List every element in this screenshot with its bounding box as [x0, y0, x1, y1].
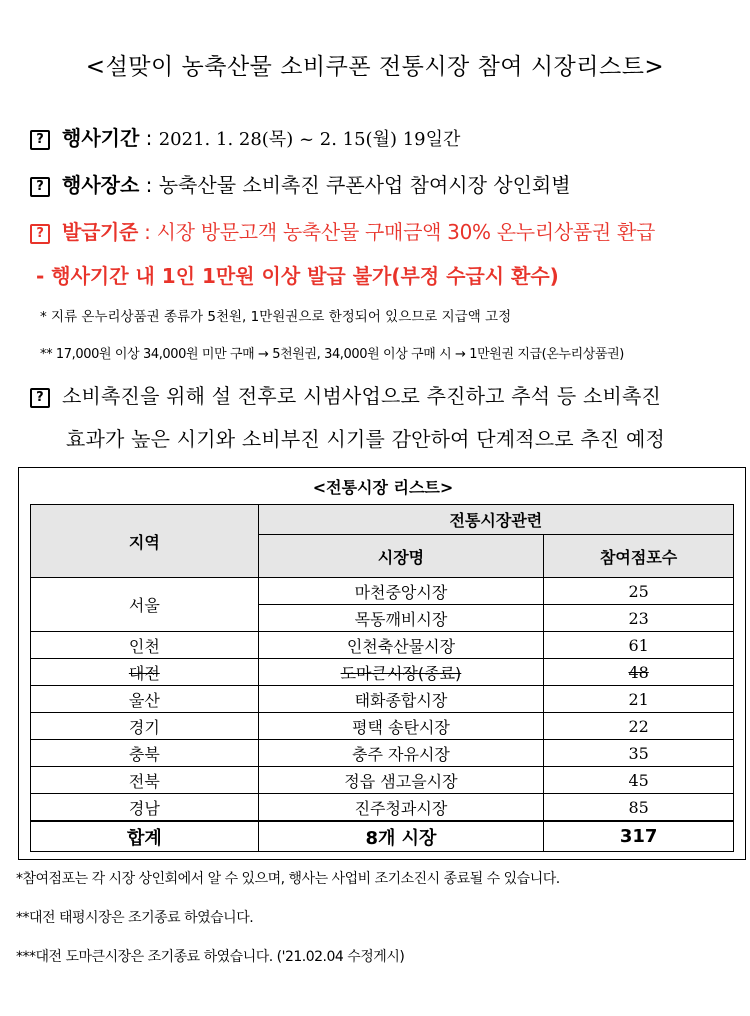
region-cell: 경남: [31, 794, 259, 822]
total-market: 8개 시장: [258, 821, 544, 852]
count-cell: 45: [544, 767, 734, 794]
question-box-icon: ?: [30, 224, 50, 244]
footnote-1: *참여점포는 각 시장 상인회에서 알 수 있으며, 행사는 사업비 조기소진시 종료될 수 있습니다.: [16, 871, 560, 887]
market-cell: 평택 송탄시장: [258, 713, 544, 740]
note-2: ** 17,000원 이상 34,000원 미만 구매 → 5천원권, 34,000원 이상 구매 시 → 1만원권 지급(온누리상품권): [40, 347, 624, 362]
page-title: <설맞이 농축산물 소비쿠폰 전통시장 참여 시장리스트>: [85, 54, 665, 80]
table-row: [31, 686, 734, 713]
table-row: [31, 632, 734, 659]
place-value: 농축산물 소비촉진 쿠폰사업 참여시장 상인회별: [158, 173, 571, 197]
region-cell: 울산: [31, 686, 259, 713]
region-cell: 충북: [31, 740, 259, 767]
count-cell: 61: [544, 632, 734, 659]
count-cell: 48: [544, 659, 734, 686]
place-line: ? 행사장소 : 농축산물 소비촉진 쿠폰사업 참여시장 상인회별: [30, 169, 571, 198]
criteria-line: ? 발급기준 : 시장 방문고객 농축산물 구매금액 30% 온누리상품권 환급: [30, 216, 655, 245]
period-label: 행사기간: [62, 126, 140, 150]
market-cell: 충주 자유시장: [258, 740, 544, 767]
plan-paragraph-line1: [30, 380, 661, 409]
count-cell: 23: [544, 605, 734, 632]
header-count: 참여점포수: [544, 535, 734, 578]
footnote-3: ***대전 도마큰시장은 조기종료 하였습니다. ('21.02.04 수정게시): [16, 949, 405, 965]
market-cell: 마천중앙시장: [258, 578, 544, 605]
total-label: 합계: [31, 821, 259, 852]
question-box-icon: ?: [30, 388, 50, 408]
question-box-icon: ?: [30, 130, 50, 150]
count-cell: 35: [544, 740, 734, 767]
market-cell: 도마큰시장(종료): [258, 659, 544, 686]
market-cell: 정읍 샘고을시장: [258, 767, 544, 794]
total-count: 317: [544, 821, 734, 852]
table-row: [31, 713, 734, 740]
count-cell: 21: [544, 686, 734, 713]
count-cell: 22: [544, 713, 734, 740]
period-line: ? 행사기간 : 2021. 1. 28(목) ~ 2. 15(월) 19일간: [30, 122, 460, 151]
header-group: 전통시장관련: [258, 505, 733, 535]
plan-paragraph-line2: 효과가 높은 시기와 소비부진 시기를 감안하여 단계적으로 추진 예정: [66, 427, 666, 451]
table-row: [31, 740, 734, 767]
region-cell: 전북: [31, 767, 259, 794]
count-cell: 85: [544, 794, 734, 822]
table-row: [31, 794, 734, 822]
table-row-struck: [31, 659, 734, 686]
region-cell: 대전: [31, 659, 259, 686]
header-region: 지역: [31, 505, 259, 578]
plan-text-1: 소비촉진을 위해 설 전후로 시범사업으로 추진하고 추석 등 소비촉진: [62, 384, 662, 408]
note-1: * 지류 온누리상품권 종류가 5천원, 1만원권으로 한정되어 있으므로 지급액 고정: [40, 309, 512, 325]
place-label: 행사장소: [62, 173, 140, 197]
count-cell: 25: [544, 578, 734, 605]
footnote-2: **대전 태평시장은 조기종료 하였습니다.: [16, 910, 254, 926]
criteria-label: 발급기준: [62, 220, 139, 244]
table-row: [31, 578, 734, 605]
total-row: [31, 821, 734, 852]
region-cell: 경기: [31, 713, 259, 740]
question-box-icon: ?: [30, 177, 50, 197]
period-value: 2021. 1. 28(목) ~ 2. 15(월) 19일간: [158, 129, 461, 150]
table-row: [31, 767, 734, 794]
market-cell: 태화종합시장: [258, 686, 544, 713]
market-table: [30, 504, 734, 852]
criteria-value: 시장 방문고객 농축산물 구매금액 30% 온누리상품권 환급: [156, 220, 655, 244]
market-cell: 인천축산물시장: [258, 632, 544, 659]
limit-line: - 행사기간 내 1인 1만원 이상 발급 불가(부정 수급시 환수): [36, 264, 559, 288]
region-cell: 서울: [31, 578, 259, 632]
header-market: 시장명: [258, 535, 544, 578]
market-list-title: <전통시장 리스트>: [312, 478, 454, 497]
region-cell: 인천: [31, 632, 259, 659]
market-cell: 목동깨비시장: [258, 605, 544, 632]
market-cell: 진주청과시장: [258, 794, 544, 822]
